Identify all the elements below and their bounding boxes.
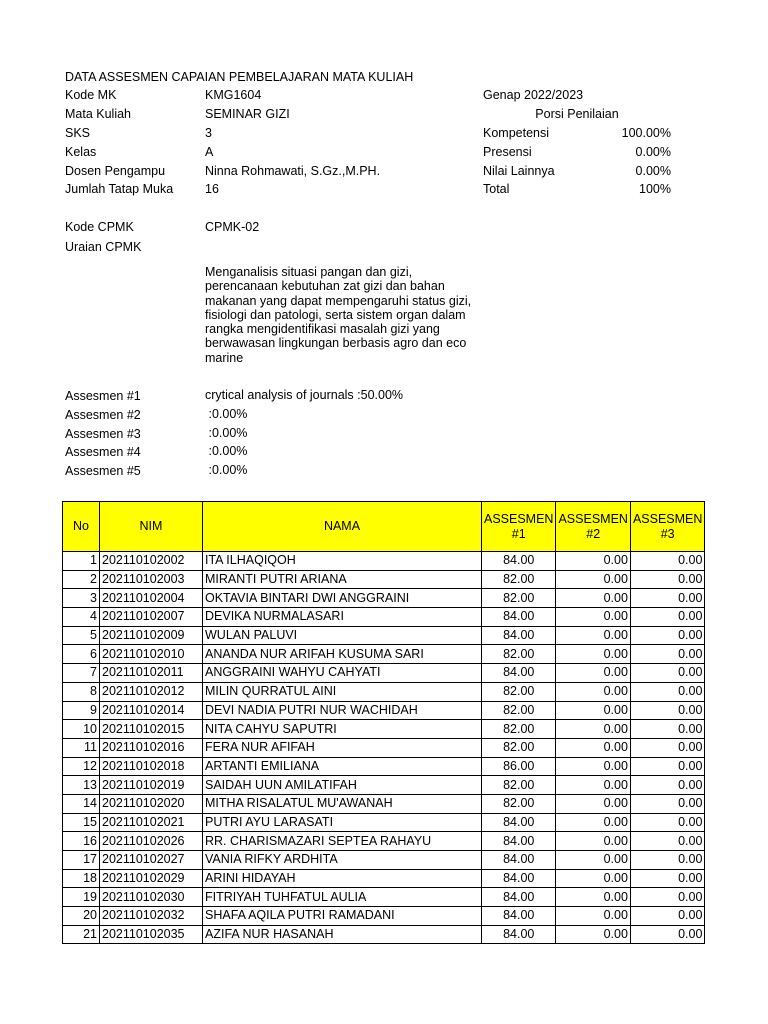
row-nim: 202110102003 xyxy=(100,570,203,589)
row-assesmen-2: 0.00 xyxy=(556,720,630,739)
row-nama: RR. CHARISMAZARI SEPTEA RAHAYU xyxy=(203,832,482,851)
row-assesmen-1: 84.00 xyxy=(482,664,556,683)
row-assesmen-2: 0.00 xyxy=(556,907,630,926)
assesmen-value: :0.00% xyxy=(205,407,248,421)
table-row xyxy=(63,925,705,944)
row-assesmen-1: 82.00 xyxy=(482,682,556,701)
row-assesmen-1: 84.00 xyxy=(482,925,556,944)
row-assesmen-3: 0.00 xyxy=(630,626,704,645)
row-assesmen-1: 84.00 xyxy=(482,608,556,627)
table-row xyxy=(63,869,705,888)
row-assesmen-3: 0.00 xyxy=(630,645,704,664)
row-nama: SHAFA AQILA PUTRI RAMADANI xyxy=(203,907,482,926)
row-nim: 202110102010 xyxy=(100,645,203,664)
label-sks: SKS xyxy=(65,126,91,140)
row-no: 8 xyxy=(63,682,100,701)
row-assesmen-3: 0.00 xyxy=(630,776,704,795)
row-assesmen-1: 82.00 xyxy=(482,645,556,664)
row-assesmen-1: 82.00 xyxy=(482,701,556,720)
row-assesmen-2: 0.00 xyxy=(556,552,630,571)
assesmen-label: Assesmen #2 xyxy=(65,408,141,422)
row-nim: 202110102004 xyxy=(100,589,203,608)
row-assesmen-2: 0.00 xyxy=(556,925,630,944)
row-no: 6 xyxy=(63,645,100,664)
row-assesmen-2: 0.00 xyxy=(556,738,630,757)
row-nama: FERA NUR AFIFAH xyxy=(203,738,482,757)
row-no: 16 xyxy=(63,832,100,851)
row-no: 3 xyxy=(63,589,100,608)
row-no: 17 xyxy=(63,851,100,870)
label-kode-cpmk: Kode CPMK xyxy=(65,220,134,234)
table-row xyxy=(63,794,705,813)
value-mata-kuliah: SEMINAR GIZI xyxy=(205,107,290,121)
row-assesmen-3: 0.00 xyxy=(630,832,704,851)
table-header-row xyxy=(63,502,705,552)
header-assesmen-1: ASSESMEN #1 xyxy=(482,502,556,552)
uraian-cpmk-text: Menganalisis situasi pangan dan gizi, perencanaan kebutuhan zat gizi dan bahan makanan yang dapat mempengaruhi status gizi, fisiologi dan patologi, serta sistem organ dalam rangka mengidentifikasi masalah gizi yang berwawasan lingkungan berbasis agro dan eco marine xyxy=(205,265,472,365)
porsi-label: Presensi xyxy=(483,145,532,159)
row-no: 19 xyxy=(63,888,100,907)
porsi-label: Kompetensi xyxy=(483,126,550,140)
assesmen-value: :0.00% xyxy=(205,463,248,477)
table-row xyxy=(63,626,705,645)
row-assesmen-2: 0.00 xyxy=(556,869,630,888)
row-nama: WULAN PALUVI xyxy=(203,626,482,645)
assesmen-value: crytical analysis of journals :50.00% xyxy=(205,388,404,402)
label-mata-kuliah: Mata Kuliah xyxy=(65,107,132,121)
row-assesmen-2: 0.00 xyxy=(556,570,630,589)
value-kode-cpmk: CPMK-02 xyxy=(205,220,260,234)
row-nim: 202110102014 xyxy=(100,701,203,720)
row-no: 5 xyxy=(63,626,100,645)
row-nama: ARINI HIDAYAH xyxy=(203,869,482,888)
row-nim: 202110102002 xyxy=(100,552,203,571)
table-row xyxy=(63,589,705,608)
row-assesmen-2: 0.00 xyxy=(556,589,630,608)
document-title: DATA ASSESMEN CAPAIAN PEMBELAJARAN MATA KULIAH xyxy=(65,70,414,84)
assesmen-label: Assesmen #3 xyxy=(65,427,141,441)
porsi-value: 0.00% xyxy=(635,145,671,159)
label-kelas: Kelas xyxy=(65,145,97,159)
row-no: 9 xyxy=(63,701,100,720)
porsi-value: 0.00% xyxy=(635,164,671,178)
row-assesmen-2: 0.00 xyxy=(556,608,630,627)
row-assesmen-1: 84.00 xyxy=(482,552,556,571)
table-row xyxy=(63,832,705,851)
row-assesmen-3: 0.00 xyxy=(630,869,704,888)
row-assesmen-3: 0.00 xyxy=(630,701,704,720)
assesmen-label: Assesmen #4 xyxy=(65,445,141,459)
row-no: 15 xyxy=(63,813,100,832)
row-nim: 202110102012 xyxy=(100,682,203,701)
semester: Genap 2022/2023 xyxy=(483,88,584,102)
label-dosen: Dosen Pengampu xyxy=(65,164,166,178)
table-row xyxy=(63,570,705,589)
porsi-value: 100% xyxy=(639,182,671,196)
label-uraian-cpmk: Uraian CPMK xyxy=(65,240,142,254)
table-row xyxy=(63,907,705,926)
row-assesmen-2: 0.00 xyxy=(556,851,630,870)
row-nim: 202110102027 xyxy=(100,851,203,870)
assesmen-value: :0.00% xyxy=(205,426,248,440)
value-dosen: Ninna Rohmawati, S.Gz.,M.PH. xyxy=(205,164,381,178)
row-assesmen-1: 84.00 xyxy=(482,888,556,907)
row-nim: 202110102032 xyxy=(100,907,203,926)
header-assesmen-2: ASSESMEN #2 xyxy=(556,502,630,552)
assesmen-label: Assesmen #1 xyxy=(65,389,141,403)
row-nama: MIRANTI PUTRI ARIANA xyxy=(203,570,482,589)
table-row xyxy=(63,851,705,870)
row-nim: 202110102007 xyxy=(100,608,203,627)
row-nama: FITRIYAH TUHFATUL AULIA xyxy=(203,888,482,907)
row-nim: 202110102021 xyxy=(100,813,203,832)
porsi-heading: Porsi Penilaian xyxy=(535,107,619,121)
assesmen-label: Assesmen #5 xyxy=(65,464,141,478)
row-no: 4 xyxy=(63,608,100,627)
row-assesmen-2: 0.00 xyxy=(556,832,630,851)
row-assesmen-3: 0.00 xyxy=(630,664,704,683)
row-no: 12 xyxy=(63,757,100,776)
row-assesmen-2: 0.00 xyxy=(556,794,630,813)
table-row xyxy=(63,645,705,664)
row-assesmen-1: 82.00 xyxy=(482,794,556,813)
porsi-label: Nilai Lainnya xyxy=(483,164,555,178)
label-kode-mk: Kode MK xyxy=(65,88,117,102)
table-row xyxy=(63,738,705,757)
row-nama: MITHA RISALATUL MU'AWANAH xyxy=(203,794,482,813)
row-assesmen-2: 0.00 xyxy=(556,757,630,776)
row-assesmen-2: 0.00 xyxy=(556,626,630,645)
row-no: 2 xyxy=(63,570,100,589)
table-row xyxy=(63,608,705,627)
row-no: 20 xyxy=(63,907,100,926)
row-nama: ANANDA NUR ARIFAH KUSUMA SARI xyxy=(203,645,482,664)
row-assesmen-2: 0.00 xyxy=(556,888,630,907)
row-nim: 202110102009 xyxy=(100,626,203,645)
label-tatap-muka: Jumlah Tatap Muka xyxy=(65,182,174,196)
row-no: 21 xyxy=(63,925,100,944)
row-assesmen-3: 0.00 xyxy=(630,794,704,813)
row-nim: 202110102019 xyxy=(100,776,203,795)
row-assesmen-3: 0.00 xyxy=(630,907,704,926)
row-nim: 202110102018 xyxy=(100,757,203,776)
row-nim: 202110102035 xyxy=(100,925,203,944)
row-no: 7 xyxy=(63,664,100,683)
row-assesmen-3: 0.00 xyxy=(630,552,704,571)
table-row xyxy=(63,701,705,720)
table-row xyxy=(63,888,705,907)
row-nama: OKTAVIA BINTARI DWI ANGGRAINI xyxy=(203,589,482,608)
table-row xyxy=(63,720,705,739)
row-assesmen-1: 84.00 xyxy=(482,626,556,645)
row-nim: 202110102020 xyxy=(100,794,203,813)
row-assesmen-1: 82.00 xyxy=(482,589,556,608)
row-assesmen-3: 0.00 xyxy=(630,720,704,739)
row-nama: SAIDAH UUN AMILATIFAH xyxy=(203,776,482,795)
table-row xyxy=(63,552,705,571)
row-no: 18 xyxy=(63,869,100,888)
row-no: 14 xyxy=(63,794,100,813)
row-assesmen-2: 0.00 xyxy=(556,701,630,720)
row-nama: DEVI NADIA PUTRI NUR WACHIDAH xyxy=(203,701,482,720)
row-assesmen-1: 82.00 xyxy=(482,720,556,739)
row-assesmen-1: 82.00 xyxy=(482,570,556,589)
header-no: No xyxy=(63,502,100,552)
row-no: 13 xyxy=(63,776,100,795)
row-assesmen-3: 0.00 xyxy=(630,570,704,589)
value-kode-mk: KMG1604 xyxy=(205,88,262,102)
row-nim: 202110102015 xyxy=(100,720,203,739)
assesmen-value: :0.00% xyxy=(205,444,248,458)
grades-table xyxy=(62,501,705,944)
value-tatap-muka: 16 xyxy=(205,182,219,196)
row-nim: 202110102029 xyxy=(100,869,203,888)
row-nama: MILIN QURRATUL AINI xyxy=(203,682,482,701)
row-no: 1 xyxy=(63,552,100,571)
row-nama: PUTRI AYU LARASATI xyxy=(203,813,482,832)
table-row xyxy=(63,757,705,776)
row-assesmen-1: 82.00 xyxy=(482,738,556,757)
row-assesmen-3: 0.00 xyxy=(630,682,704,701)
value-kelas: A xyxy=(205,145,214,159)
row-nama: DEVIKA NURMALASARI xyxy=(203,608,482,627)
row-assesmen-1: 84.00 xyxy=(482,869,556,888)
row-nama: VANIA RIFKY ARDHITA xyxy=(203,851,482,870)
row-assesmen-3: 0.00 xyxy=(630,925,704,944)
row-assesmen-2: 0.00 xyxy=(556,664,630,683)
table-row xyxy=(63,776,705,795)
row-nim: 202110102026 xyxy=(100,832,203,851)
row-assesmen-3: 0.00 xyxy=(630,738,704,757)
row-nim: 202110102016 xyxy=(100,738,203,757)
header-nama: NAMA xyxy=(203,502,482,552)
row-assesmen-1: 84.00 xyxy=(482,813,556,832)
row-assesmen-1: 82.00 xyxy=(482,776,556,795)
row-assesmen-2: 0.00 xyxy=(556,682,630,701)
row-nama: NITA CAHYU SAPUTRI xyxy=(203,720,482,739)
row-assesmen-3: 0.00 xyxy=(630,608,704,627)
row-nim: 202110102030 xyxy=(100,888,203,907)
row-assesmen-2: 0.00 xyxy=(556,813,630,832)
row-assesmen-2: 0.00 xyxy=(556,776,630,795)
porsi-label: Total xyxy=(483,182,510,196)
header-nim: NIM xyxy=(100,502,203,552)
header-assesmen-3: ASSESMEN #3 xyxy=(630,502,704,552)
row-assesmen-3: 0.00 xyxy=(630,851,704,870)
row-nim: 202110102011 xyxy=(100,664,203,683)
table-row xyxy=(63,813,705,832)
row-assesmen-3: 0.00 xyxy=(630,589,704,608)
row-nama: ARTANTI EMILIANA xyxy=(203,757,482,776)
value-sks: 3 xyxy=(205,126,212,140)
row-assesmen-1: 86.00 xyxy=(482,757,556,776)
row-no: 10 xyxy=(63,720,100,739)
row-nama: ANGGRAINI WAHYU CAHYATI xyxy=(203,664,482,683)
row-assesmen-1: 84.00 xyxy=(482,832,556,851)
table-row xyxy=(63,682,705,701)
row-no: 11 xyxy=(63,738,100,757)
row-nama: ITA ILHAQIQOH xyxy=(203,552,482,571)
porsi-value: 100.00% xyxy=(621,126,671,140)
row-assesmen-3: 0.00 xyxy=(630,888,704,907)
row-assesmen-1: 84.00 xyxy=(482,851,556,870)
row-assesmen-3: 0.00 xyxy=(630,757,704,776)
table-row xyxy=(63,664,705,683)
row-nama: AZIFA NUR HASANAH xyxy=(203,925,482,944)
row-assesmen-2: 0.00 xyxy=(556,645,630,664)
row-assesmen-1: 84.00 xyxy=(482,907,556,926)
row-assesmen-3: 0.00 xyxy=(630,813,704,832)
